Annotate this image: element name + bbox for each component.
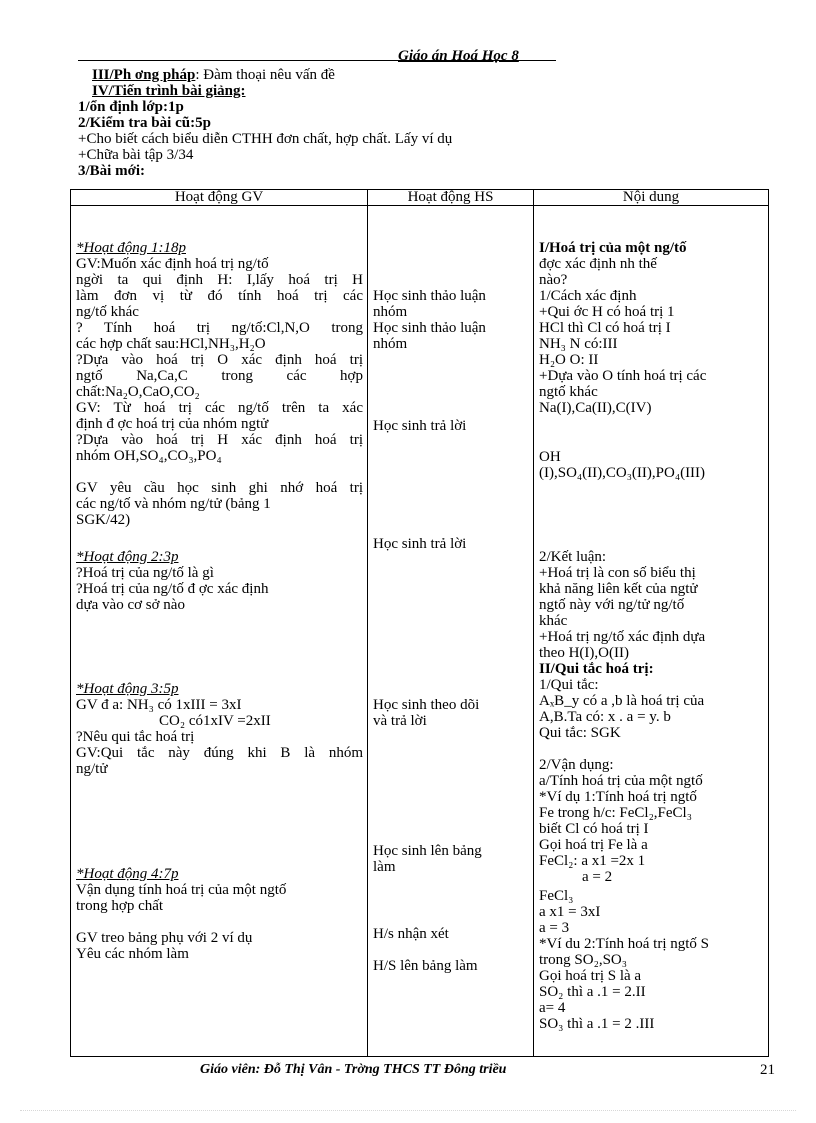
gv-line: làm đơn vị từ đó tính hoá trị các	[76, 288, 363, 304]
content-line: 2/Vận dụng:	[539, 757, 614, 773]
gv-line: định đ ợc hoá trị của nhóm ngtử	[76, 416, 269, 432]
gv-line: GV:Qui tắc này đúng khi B là nhóm	[76, 745, 363, 761]
gv-line: các hợp chất sau:HCl,NH₃,H₂O	[76, 336, 266, 352]
check-question-1: +Cho biết cách biểu diễn CTHH đơn chất, hợp chất. Lấy ví dụ	[78, 131, 453, 147]
hs-line: và trả lời	[373, 713, 427, 729]
lesson-intro	[78, 67, 452, 179]
content-line: biết Cl có hoá trị I	[539, 821, 649, 837]
content-line: OH	[539, 449, 561, 465]
step-3: 3/Bài mới:	[78, 163, 146, 179]
hs-line: làm	[373, 859, 396, 875]
gv-line: SGK/42)	[76, 512, 131, 528]
content-line: FeCl₂: a x1 =2x 1	[539, 853, 646, 869]
gv-line: dựa vào cơ sở nào	[76, 597, 185, 613]
content-line: 2/Kết luận:	[539, 549, 607, 565]
step-2: 2/Kiểm tra bài cũ:5p	[78, 115, 211, 131]
content-line: ngtố này với ng/tử ng/tố	[539, 597, 685, 613]
gv-line: GV yêu cầu học sinh ghi nhớ hoá trị	[76, 480, 363, 496]
content-line: a x1 = 3xI	[539, 904, 601, 920]
content-line: HCl thì Cl có hoá trị I	[539, 320, 671, 336]
lesson-table	[70, 189, 769, 1057]
activity-1-title: *Hoạt động 1:18p	[76, 240, 186, 256]
hs-line: H/S lên bảng làm	[373, 958, 478, 974]
content-line: ngtố khác	[539, 384, 598, 400]
gv-line: chất:Na₂O,CaO,CO₂	[76, 384, 200, 400]
gv-line: ?Hoá trị của ng/tố đ ợc xác định	[76, 581, 269, 597]
method-text: : Đàm thoại nêu vấn đề	[195, 67, 335, 83]
section-4-heading: IV/Tiến trình bài giảng:	[92, 83, 246, 99]
page-number: 21	[760, 1062, 775, 1078]
check-question-2: +Chữa bài tập 3/34	[78, 147, 194, 163]
gv-line: ? Tính hoá trị ng/tố:Cl,N,O trong	[76, 320, 363, 336]
gv-line: ngời ta qui định H: I,lấy hoá trị H	[76, 272, 363, 288]
gv-line: nhóm OH,SO₄,CO₃,PO₄	[76, 448, 222, 464]
gv-line: ngtố Na,Ca,C trong các hợp	[76, 368, 363, 384]
content-line: Fe trong h/c: FeCl₂,FeCl₃	[539, 805, 692, 821]
table-body-row	[71, 206, 769, 1057]
hs-line: H/s nhận xét	[373, 926, 449, 942]
content-line: SO₃ thì a .1 = 2 .III	[539, 1016, 655, 1032]
gv-line: ng/tử	[76, 761, 108, 777]
content-line: khả năng liên kết của ngtử	[539, 581, 698, 597]
header-gv: Hoạt động GV	[71, 190, 368, 206]
content-line: Gọi hoá trị Fe là a	[539, 837, 648, 853]
content-line: Gọi hoá trị S là a	[539, 968, 642, 984]
hs-line: Học sinh trả lời	[373, 536, 467, 552]
gv-line: ?Nêu qui tắc hoá trị	[76, 729, 195, 745]
content-column	[534, 206, 769, 1057]
hs-line: Học sinh thảo luận	[373, 320, 486, 336]
content-line: 1/Cách xác định	[539, 288, 637, 304]
gv-line: GV: Từ hoá trị các ng/tố trên ta xác	[76, 400, 363, 416]
content-line: *Ví dụ 1:Tính hoá trị ngtố	[539, 789, 697, 805]
gv-line: GV đ a: NH₃ có 1xIII = 3xI	[76, 697, 242, 713]
gv-line: Yêu các nhóm làm	[76, 946, 189, 962]
content-line: trong SO₂,SO₃	[539, 952, 627, 968]
content-line: +Hoá trị ng/tố xác định dựa	[539, 629, 706, 645]
gv-line: trong hợp chất	[76, 898, 164, 914]
hs-column	[368, 206, 534, 1057]
header-content: Nội dung	[534, 190, 769, 206]
content-line: khác	[539, 613, 568, 629]
header-rule	[78, 60, 556, 61]
method-line	[78, 67, 452, 83]
content-line: Qui tắc: SGK	[539, 725, 621, 741]
content-line: đợc xác định nh thế	[539, 256, 657, 272]
footer-author: Giáo viên: Đỗ Thị Vân - Trờng THCS TT Đông triều	[200, 1062, 507, 1077]
table-header-row	[71, 190, 769, 206]
content-heading: II/Qui tắc hoá trị:	[539, 661, 654, 677]
gv-line: Vận dụng tính hoá trị của một ngtố	[76, 882, 287, 898]
step-1: 1/ổn định lớp:1p	[78, 99, 184, 115]
content-line: SO₂ thì a .1 = 2.II	[539, 984, 646, 1000]
content-line: H₂O O: II	[539, 352, 599, 368]
content-line: +Dựa vào O tính hoá trị các	[539, 368, 707, 384]
content-line: Na(I),Ca(II),C(IV)	[539, 400, 652, 416]
page-bottom-divider	[20, 1110, 796, 1111]
method-label: III/Ph ơng pháp	[92, 67, 196, 83]
content-line: FeCl₃	[539, 888, 574, 904]
content-line: nào?	[539, 272, 568, 288]
gv-line: GV treo bảng phụ với 2 ví dụ	[76, 930, 253, 946]
gv-line: ?Hoá trị của ng/tố là gì	[76, 565, 214, 581]
content-line: *Ví du 2:Tính hoá trị ngtố S	[539, 936, 709, 952]
gv-line: CO₂ có1xIV =2xII	[159, 713, 271, 729]
content-heading: I/Hoá trị của một ng/tố	[539, 240, 687, 256]
content-line: +Qui ớc H có hoá trị 1	[539, 304, 675, 320]
hs-line: Học sinh theo dõi	[373, 697, 480, 713]
content-line: a= 4	[539, 1000, 566, 1016]
content-line: theo H(I),O(II)	[539, 645, 629, 661]
header-title: Giáo án Hoá Học 8	[398, 48, 519, 64]
gv-line: ng/tố khác	[76, 304, 139, 320]
content-line: 1/Qui tắc:	[539, 677, 599, 693]
gv-column	[71, 206, 368, 1057]
hs-line: Học sinh thảo luận	[373, 288, 486, 304]
gv-line: ?Dựa vào hoá trị H xác định hoá trị	[76, 432, 363, 448]
content-line: A,B.Ta có: x . a = y. b	[539, 709, 671, 725]
gv-line: GV:Muốn xác định hoá trị ng/tố	[76, 256, 269, 272]
content-line: NH₃ N có:III	[539, 336, 618, 352]
activity-3-title: *Hoạt động 3:5p	[76, 681, 179, 697]
gv-line: các ng/tố và nhóm ng/tử (bảng 1	[76, 496, 271, 512]
hs-line: nhóm	[373, 304, 408, 320]
content-line: a/Tính hoá trị của một ngtố	[539, 773, 703, 789]
content-line: a = 2	[582, 869, 613, 885]
content-line: (I),SO₄(II),CO₃(II),PO₄(III)	[539, 465, 706, 481]
header-hs: Hoạt động HS	[368, 190, 534, 206]
hs-line: Học sinh trả lời	[373, 418, 467, 434]
hs-line: nhóm	[373, 336, 408, 352]
content-line: a = 3	[539, 920, 570, 936]
activity-2-title: *Hoạt động 2:3p	[76, 549, 179, 565]
activity-4-title: *Hoạt động 4:7p	[76, 866, 179, 882]
content-line: AₓB_y có a ,b là hoá trị của	[539, 693, 705, 709]
hs-line: Học sinh lên bảng	[373, 843, 482, 859]
gv-line: ?Dựa vào hoá trị O xác định hoá trị	[76, 352, 363, 368]
content-line: +Hoá trị là con số biểu thị	[539, 565, 696, 581]
